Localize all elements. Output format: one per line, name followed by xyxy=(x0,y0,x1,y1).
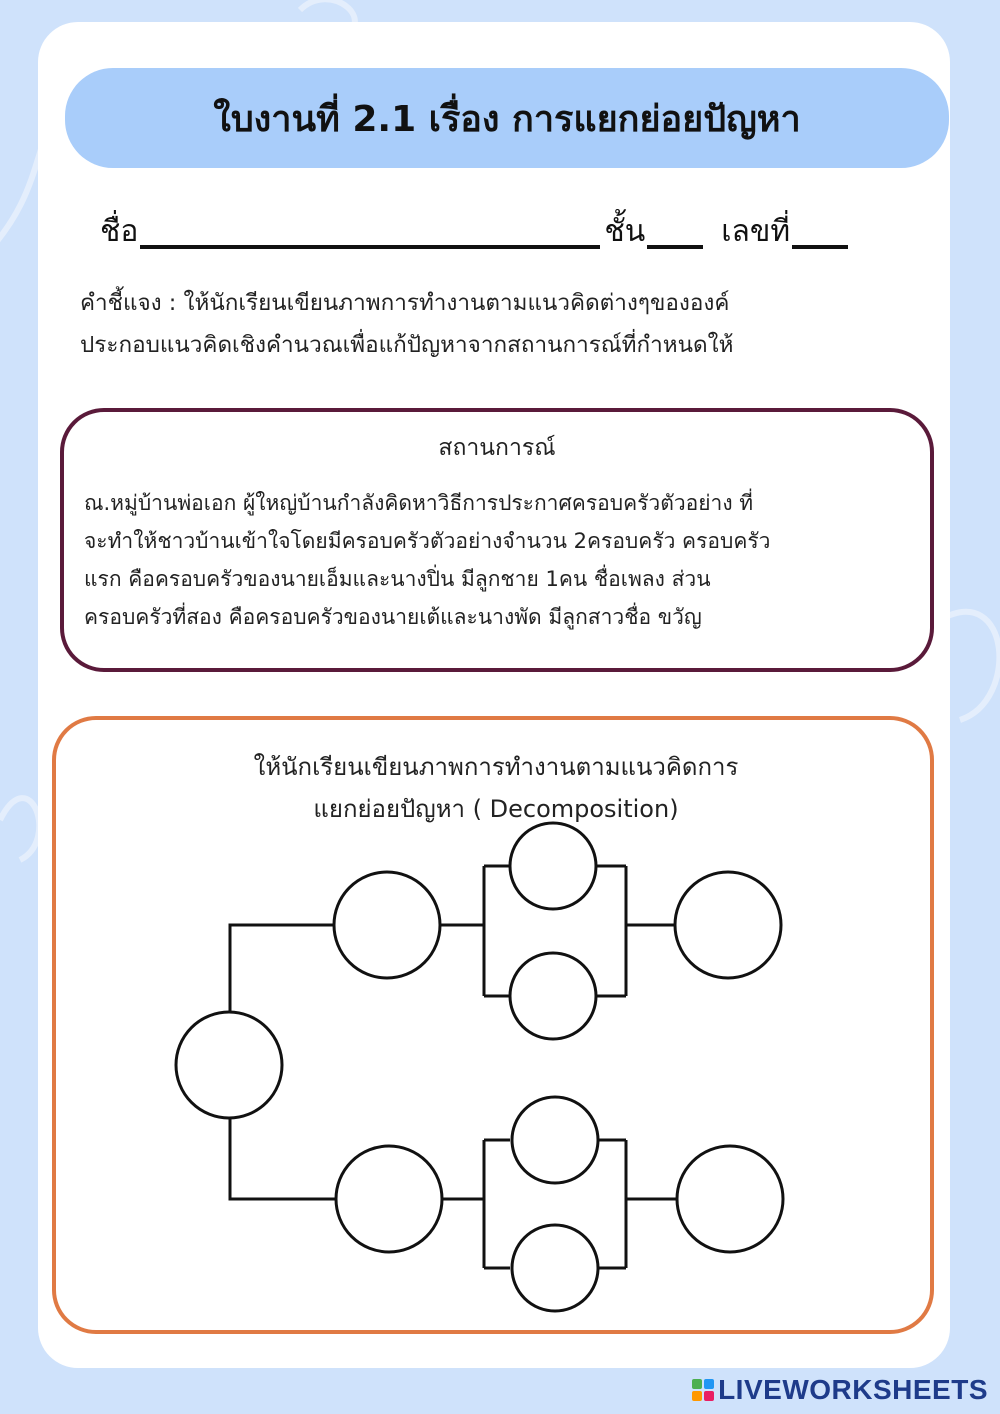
sub-node-top-2[interactable] xyxy=(510,953,596,1039)
decomposition-heading-line: ให้นักเรียนเขียนภาพการทำงานตามแนวคิดการ xyxy=(253,753,739,781)
worksheet-title: ใบงานที่ 2.1 เรื่อง การแยกย่อยปัญหา xyxy=(213,98,801,140)
instructions-line: คำชี้แจง : ให้นักเรียนเขียนภาพการทำงานตามแนวคิดต่างๆขององค์ xyxy=(80,290,730,316)
decomposition-heading-line: แยกย่อยปัญหา ( Decomposition) xyxy=(313,795,679,823)
number-label: เลขที่ xyxy=(721,214,791,249)
branch-node-bottom[interactable] xyxy=(336,1146,442,1252)
situation-line: แรก คือครอบครัวของนายเอ็มและนางปิ่น มีลูกชาย 1คน ชื่อเพลง ส่วน xyxy=(84,567,711,591)
situation-line: จะทำให้ชาวบ้านเข้าใจโดยมีครอบครัวตัวอย่างจำนวน 2ครอบครัว ครอบครัว xyxy=(84,529,771,553)
leaf-node-bottom[interactable] xyxy=(677,1146,783,1252)
liveworksheets-logo-icon xyxy=(692,1379,714,1401)
class-label: ชั้น xyxy=(604,214,646,249)
branch-node-top[interactable] xyxy=(334,872,440,978)
sub-node-bottom-2[interactable] xyxy=(512,1225,598,1311)
connector-line xyxy=(230,925,334,1012)
leaf-node-top[interactable] xyxy=(675,872,781,978)
brand-name: LIVEWORKSHEETS xyxy=(718,1374,988,1405)
footer-brand xyxy=(692,1374,988,1406)
sub-node-top-1[interactable] xyxy=(510,823,596,909)
connector-line xyxy=(230,1118,336,1199)
instructions-line: ประกอบแนวคิดเชิงคำนวณเพื่อแก้ปัญหาจากสถานการณ์ที่กำหนดให้ xyxy=(80,332,734,358)
name-label: ชื่อ xyxy=(100,214,139,249)
sub-node-bottom-1[interactable] xyxy=(512,1097,598,1183)
root-node[interactable] xyxy=(176,1012,282,1118)
situation-line: ครอบครัวที่สอง คือครอบครัวของนายเต้และนางพัด มีลูกสาวชื่อ ขวัญ xyxy=(84,605,702,629)
situation-line: ณ.หมู่บ้านพ่อเอก ผู้ใหญ่บ้านกำลังคิดหาวิธีการประกาศครอบครัวตัวอย่าง ที่ xyxy=(84,491,754,515)
situation-heading: สถานการณ์ xyxy=(438,435,556,461)
